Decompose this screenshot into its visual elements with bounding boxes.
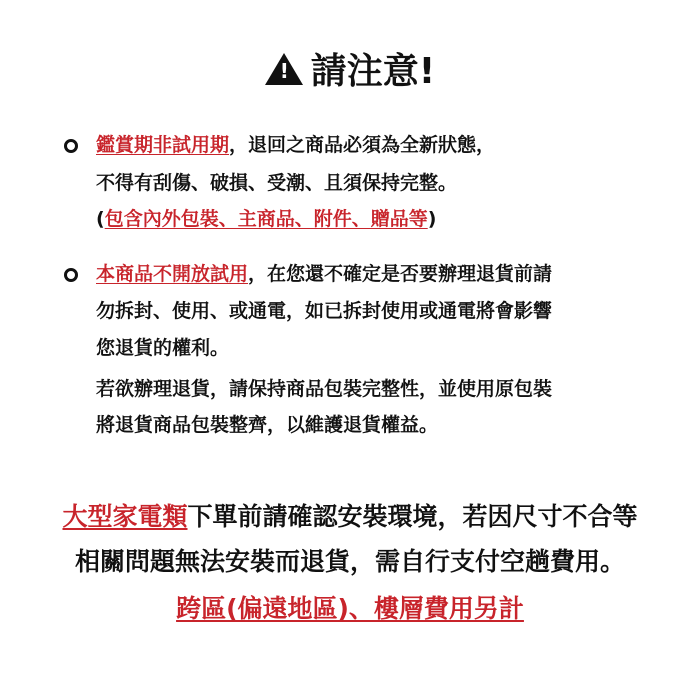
bullet1-line2: 不得有刮傷、破損、受潮、且須保持完整。: [96, 172, 458, 194]
bullet2-highlight: 本商品不開放試用: [96, 263, 249, 285]
bullet1-included-items: 包含內外包裝、主商品、附件、贈品等: [104, 208, 428, 230]
bullet1-line3: [96, 206, 436, 232]
paren-close: ): [427, 208, 437, 230]
bullet2-line5: 將退貨商品包裝整齊，以維護退貨權益。: [96, 414, 439, 436]
bullet-icon: [64, 139, 78, 153]
bullet2-line4: 若欲辦理退貨，請保持商品包裝完整性，並使用原包裝: [96, 378, 553, 400]
notice-title: [0, 48, 700, 96]
bullet1-text: ，退回之商品必須為全新狀態，: [229, 134, 496, 156]
title-text: 請注意!: [310, 51, 436, 92]
footer-highlight: 大型家電類: [62, 502, 188, 531]
footer-line2: 相關問題無法安裝而退貨，需自行支付空趟費用。: [74, 547, 625, 576]
extra-fee-note: 跨區(偏遠地區)、樓層費用另計: [176, 594, 524, 623]
footer-line3: [0, 592, 700, 626]
warning-triangle-icon: [265, 53, 303, 85]
bullet2-line2: 勿拆封、使用、或通電，如已拆封使用或通電將會影響: [96, 300, 553, 322]
bullet2-line1: [96, 261, 552, 287]
bullet2-text: ，在您還不確定是否要辦理退貨前請: [248, 263, 553, 285]
bullet2-line3: 您退貨的權利。: [96, 337, 230, 359]
footer-text: 下單前請確認安裝環境，若因尺寸不合等: [187, 502, 638, 531]
bullet1-line1: [96, 132, 495, 158]
paren-open: (: [96, 208, 105, 230]
footer-line1: [0, 500, 700, 534]
bullet-icon: [64, 268, 78, 282]
bullet1-highlight: 鑑賞期非試用期: [96, 134, 230, 156]
